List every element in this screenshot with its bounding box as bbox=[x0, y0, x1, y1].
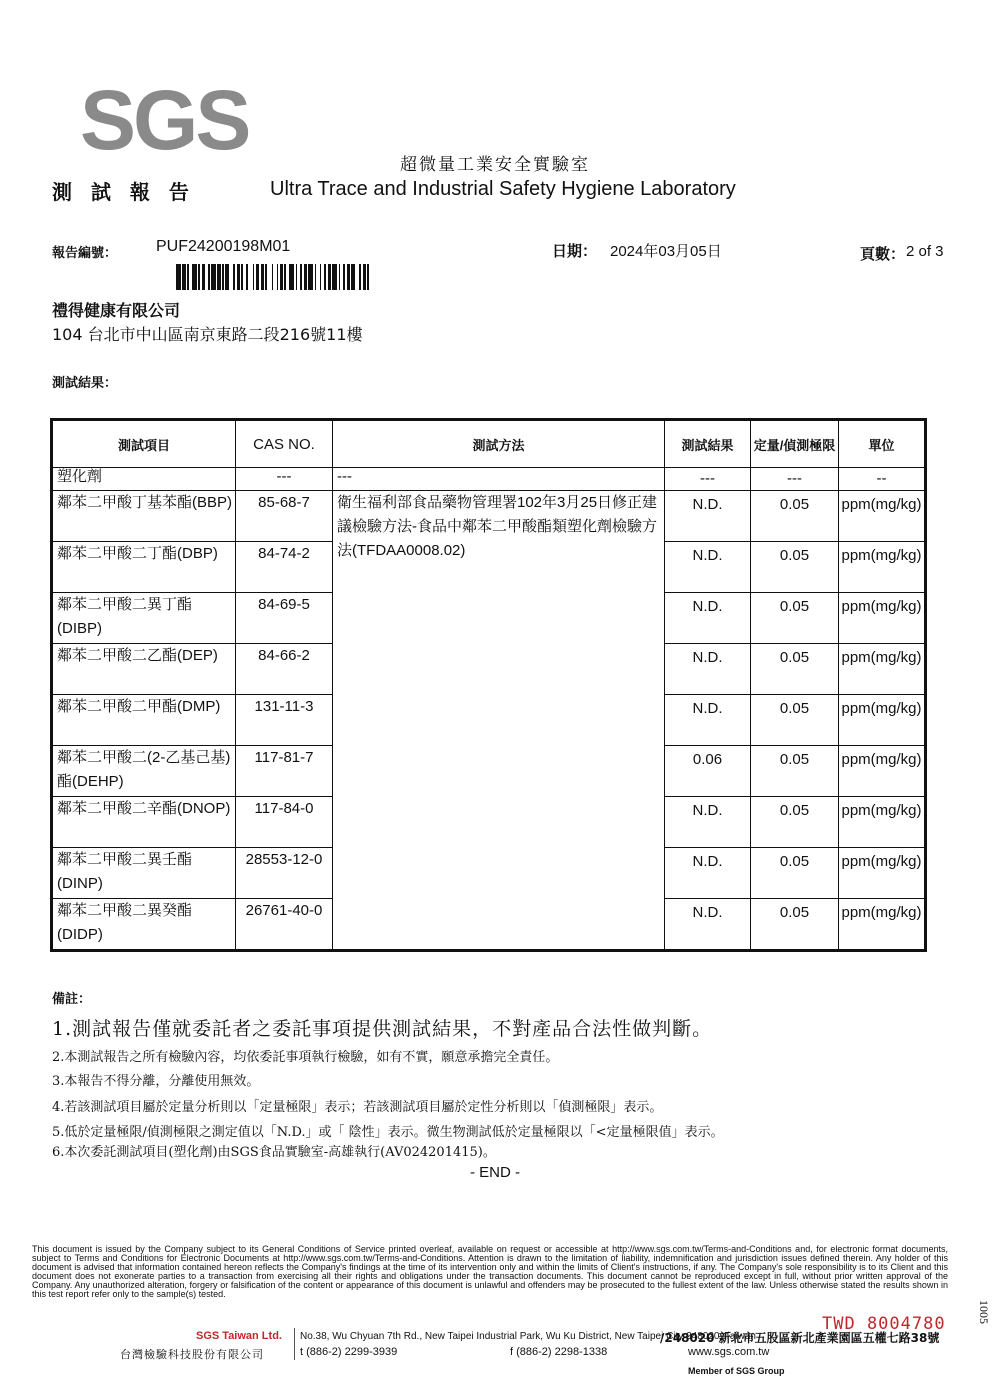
page-number: 2 of 3 bbox=[906, 243, 944, 260]
header-cas: CAS NO. bbox=[236, 420, 333, 468]
document-title: 測 試 報 告 bbox=[52, 180, 195, 204]
header-result: 測試結果 bbox=[665, 420, 751, 468]
cell-item: 鄰苯二甲酸二異丁酯(DIBP) bbox=[52, 593, 236, 644]
cell-cas: 117-84-0 bbox=[236, 797, 333, 848]
cell-result: 0.06 bbox=[665, 746, 751, 797]
category-limit: --- bbox=[751, 468, 839, 491]
cell-item: 鄰苯二甲酸二甲酯(DMP) bbox=[52, 695, 236, 746]
cell-unit: ppm(mg/kg) bbox=[839, 593, 926, 644]
test-method: 衛生福利部食品藥物管理署102年3月25日修正建議檢驗方法-食品中鄰苯二甲酸酯類塑化劑檢驗方法(TFDAA0008.02) bbox=[333, 491, 665, 951]
results-table bbox=[50, 418, 927, 952]
cell-result: N.D. bbox=[665, 695, 751, 746]
cell-item: 鄰苯二甲酸二異壬酯(DINP) bbox=[52, 848, 236, 899]
barcode-bar bbox=[369, 264, 372, 290]
footer-phone: t (886-2) 2299-3939 bbox=[300, 1346, 398, 1358]
note-5: 5.低於定量極限/偵測極限之測定值以「N.D.」或「 陰性」表示。微生物測試低於定量極限以「<定量極限值」表示。 bbox=[52, 1125, 724, 1140]
cell-cas: 85-68-7 bbox=[236, 491, 333, 542]
note-3: 3.本報告不得分離，分離使用無效。 bbox=[52, 1074, 260, 1089]
note-4: 4.若該測試項目屬於定量分析則以「定量極限」表示；若該測試項目屬於定性分析則以「偵測極限」表示。 bbox=[52, 1100, 663, 1115]
note-2: 2.本測試報告之所有檢驗內容，均依委託事項執行檢驗，如有不實，願意承擔完全責任。 bbox=[52, 1050, 559, 1065]
header-method: 測試方法 bbox=[333, 420, 665, 468]
header-unit: 單位 bbox=[839, 420, 926, 468]
cell-item: 鄰苯二甲酸二乙酯(DEP) bbox=[52, 644, 236, 695]
cell-unit: ppm(mg/kg) bbox=[839, 542, 926, 593]
footer-divider bbox=[294, 1328, 295, 1360]
cell-item: 鄰苯二甲酸二異癸酯(DIDP) bbox=[52, 899, 236, 951]
report-number: PUF24200198M01 bbox=[156, 238, 291, 255]
cell-unit: ppm(mg/kg) bbox=[839, 644, 926, 695]
category-unit: -- bbox=[839, 468, 926, 491]
category-result: --- bbox=[665, 468, 751, 491]
cell-result: N.D. bbox=[665, 797, 751, 848]
cell-cas: 26761-40-0 bbox=[236, 899, 333, 951]
company-name-chinese: 台灣檢驗科技股份有限公司 bbox=[120, 1348, 264, 1361]
cell-result: N.D. bbox=[665, 644, 751, 695]
serial-number: TWD 8004780 bbox=[822, 1314, 946, 1334]
cell-result: N.D. bbox=[665, 491, 751, 542]
cell-unit: ppm(mg/kg) bbox=[839, 491, 926, 542]
cell-limit: 0.05 bbox=[751, 491, 839, 542]
cell-limit: 0.05 bbox=[751, 797, 839, 848]
results-label: 測試結果： bbox=[52, 376, 118, 391]
legal-disclaimer: This document is issued by the Company subject to its General Conditions of Service printed overleaf, available on request or accessible at http://www.sgs.com.tw/Terms-and-Conditions and, for electronic format documents, subject to Terms and Conditions for Electronic Documents at http://www.sgs.com.tw/Terms-and-Conditions. Attention is drawn to the limitation of liability, indemnification and jurisdiction issues defined therein. Any holder of this document is advised that information contained hereon reflects the Company's findings at the time of its intervention only and within the limits of Client's instructions, if any. The Company's sole responsibility is to its Client and this document does not exonerate parties to a transaction from exercising all their rights and obligations under the transaction documents. This document cannot be reproduced except in full, without prior written approval of the Company. Any unauthorized alteration, forgery or falsification of the content or appearance of this document is unlawful and offenders may be prosecuted to the fullest extent of the law. Unless otherwise stated the results shown in this test report refer only to the sample(s) tested. bbox=[32, 1244, 948, 1299]
cell-unit: ppm(mg/kg) bbox=[839, 848, 926, 899]
cell-cas: 84-74-2 bbox=[236, 542, 333, 593]
member-of-sgs-group: Member of SGS Group bbox=[688, 1366, 785, 1376]
category-item: 塑化劑 bbox=[52, 468, 236, 491]
cell-unit: ppm(mg/kg) bbox=[839, 797, 926, 848]
cell-cas: 28553-12-0 bbox=[236, 848, 333, 899]
cell-unit: ppm(mg/kg) bbox=[839, 746, 926, 797]
cell-result: N.D. bbox=[665, 899, 751, 951]
side-number: 1005 bbox=[977, 1300, 991, 1324]
notes-label: 備註： bbox=[52, 992, 92, 1007]
cell-cas: 131-11-3 bbox=[236, 695, 333, 746]
cell-limit: 0.05 bbox=[751, 899, 839, 951]
header-item: 測試項目 bbox=[52, 420, 236, 468]
cell-limit: 0.05 bbox=[751, 542, 839, 593]
cell-result: N.D. bbox=[665, 593, 751, 644]
header-limit: 定量/偵測極限 bbox=[751, 420, 839, 468]
category-method: --- bbox=[333, 468, 665, 491]
cell-result: N.D. bbox=[665, 848, 751, 899]
cell-cas: 117-81-7 bbox=[236, 746, 333, 797]
category-cas: --- bbox=[236, 468, 333, 491]
cell-unit: ppm(mg/kg) bbox=[839, 899, 926, 951]
page-label: 頁數： bbox=[860, 245, 906, 263]
cell-limit: 0.05 bbox=[751, 848, 839, 899]
cell-limit: 0.05 bbox=[751, 746, 839, 797]
cell-cas: 84-69-5 bbox=[236, 593, 333, 644]
client-name: 禮得健康有限公司 bbox=[52, 301, 181, 320]
cell-limit: 0.05 bbox=[751, 644, 839, 695]
cell-unit: ppm(mg/kg) bbox=[839, 695, 926, 746]
footer-address-chinese: /248020 新北市五股區新北產業園區五權七路38號 bbox=[660, 1331, 940, 1345]
note-6: 6.本次委託測試項目(塑化劑)由SGS食品實驗室-高雄執行(AV024201415)。 bbox=[52, 1145, 496, 1160]
sgs-logo: SGS bbox=[80, 73, 249, 167]
date-label: 日期： bbox=[552, 242, 598, 260]
footer-website[interactable]: www.sgs.com.tw bbox=[688, 1346, 770, 1358]
lab-name-chinese: 超微量工業安全實驗室 bbox=[400, 155, 590, 175]
company-name-english: SGS Taiwan Ltd. bbox=[196, 1330, 282, 1342]
footer-address-english: No.38, Wu Chyuan 7th Rd., New Taipei Industrial Park, Wu Ku District, New Taipei City 248020, Taiwan bbox=[300, 1331, 756, 1342]
barcode bbox=[176, 264, 488, 290]
cell-limit: 0.05 bbox=[751, 695, 839, 746]
end-marker: - END - bbox=[470, 1164, 520, 1181]
lab-name-english: Ultra Trace and Industrial Safety Hygiene Laboratory bbox=[270, 178, 736, 200]
cell-item: 鄰苯二甲酸二丁酯(DBP) bbox=[52, 542, 236, 593]
cell-result: N.D. bbox=[665, 542, 751, 593]
table-row bbox=[52, 491, 926, 542]
cell-cas: 84-66-2 bbox=[236, 644, 333, 695]
cell-limit: 0.05 bbox=[751, 593, 839, 644]
note-1: 1.測試報告僅就委託者之委託事項提供測試結果，不對產品合法性做判斷。 bbox=[52, 1018, 713, 1040]
cell-item: 鄰苯二甲酸二(2-乙基己基)酯(DEHP) bbox=[52, 746, 236, 797]
report-number-label: 報告編號： bbox=[52, 246, 118, 261]
report-date: 2024年03月05日 bbox=[610, 243, 722, 260]
cell-item: 鄰苯二甲酸丁基苯酯(BBP) bbox=[52, 491, 236, 542]
cell-item: 鄰苯二甲酸二辛酯(DNOP) bbox=[52, 797, 236, 848]
footer-fax: f (886-2) 2298-1338 bbox=[510, 1346, 608, 1358]
client-address: 104 台北市中山區南京東路二段216號11樓 bbox=[52, 325, 363, 344]
category-row bbox=[52, 468, 926, 491]
table-header-row bbox=[52, 420, 926, 468]
